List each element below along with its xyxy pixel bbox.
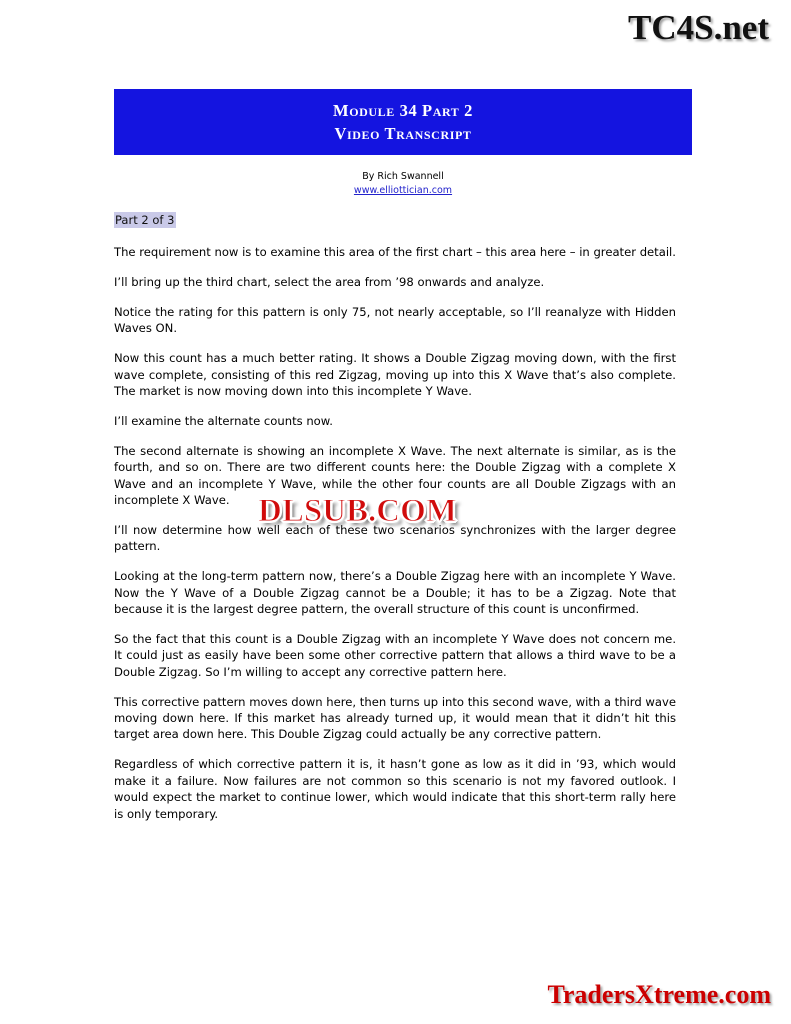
- paragraph: The second alternate is showing an incomplete X Wave. The next alternate is similar, as is the fourth, and so on. There are two different counts here: the Double Zigzag with a complete X Wave and an incomplete Y Wave, while the other four counts are all Double Zigzags with an incomplete X Wave.: [114, 443, 676, 507]
- website-link[interactable]: www.elliottician.com: [353, 185, 453, 196]
- title-banner: [114, 89, 692, 155]
- center-watermark: DLSUB.COM: [258, 493, 457, 529]
- paragraph: I’ll bring up the third chart, select the area from ’98 onwards and analyze.: [114, 274, 545, 289]
- paragraph: So the fact that this count is a Double Zigzag with an incomplete Y Wave does not concern me. It could just as easily have been some other corrective pattern that allows a third wave to be a Double Zigzag. So I’m willing to accept any corrective pattern here.: [114, 631, 676, 679]
- top-watermark: TC4S.net: [628, 8, 769, 47]
- paragraph: Regardless of which corrective pattern it is, it hasn’t gone as low as it did in ’93, which would make it a failure. Now failures are not common so this scenario is not my favored outlook. I would expect the market to continue lower, which would indicate that this short-term rally here is only temporary.: [114, 757, 676, 821]
- author-name: By Rich Swannell: [362, 171, 444, 182]
- paragraph: I’ll examine the alternate counts now.: [114, 413, 333, 428]
- transcript-body: [114, 244, 676, 822]
- title-line-2: Video Transcript: [334, 123, 472, 143]
- paragraph: This corrective pattern moves down here, then turns up into this second wave, with a third wave moving down here. If this market has already turned up, it would mean that it didn’t hit this target area down here. This Double Zigzag could actually be any corrective pattern.: [114, 694, 676, 742]
- byline: [114, 170, 692, 198]
- paragraph: Now this count has a much better rating. It shows a Double Zigzag moving down, with the first wave complete, consisting of this red Zigzag, moving up into this X Wave that’s also complete. The market is now moving down into this incomplete Y Wave.: [114, 351, 676, 398]
- paragraph: Looking at the long-term pattern now, there’s a Double Zigzag here with an incomplete Y Wave. Now the Y Wave of a Double Zigzag cannot be a Double; it has to be a Zigzag. Note that because it is the largest degree pattern, the overall structure of this count is unconfirmed.: [114, 569, 676, 616]
- title-line-1: Module 34 Part 2: [333, 100, 473, 120]
- paragraph: I’ll now determine how well each of these two scenarios synchronizes with the larger degree pattern.: [114, 522, 676, 554]
- part-label: Part 2 of 3: [115, 213, 175, 227]
- bottom-watermark: TradersXtreme.com: [547, 980, 771, 1009]
- paragraph: The requirement now is to examine this area of the first chart – this area here – in greater detail.: [114, 245, 676, 259]
- paragraph: Notice the rating for this pattern is only 75, not nearly acceptable, so I’ll reanalyze with Hidden Waves ON.: [114, 304, 676, 336]
